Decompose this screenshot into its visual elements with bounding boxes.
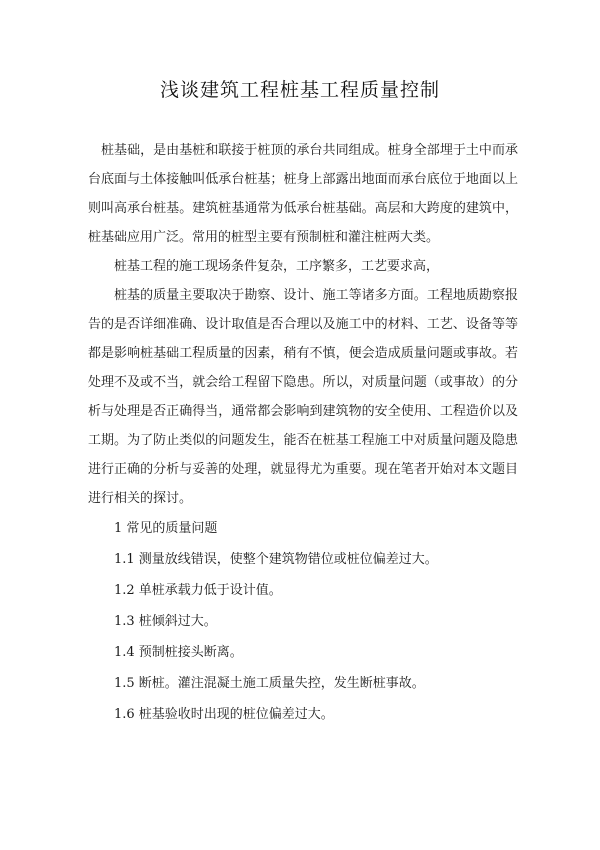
list-item: 1.6 桩基验收时出现的桩位偏差过大。	[114, 707, 334, 722]
paragraph-quality-factors: 桩基的质量主要取决于勘察、设计、施工等诸多方面。工程地质勘察报告的是否详细准确、设计取值是否合理以及施工中的材料、工艺、设备等等都是影响桩基础工程质量的因素，稍有不慎，便会造成质量问题或事故。若处理不及或不当，就会给工程留下隐患。所以，对质量问题（或事故）的分析与处理是否正确得当，通常都会影响到建筑物的安全使用、工程造价以及工期。为了防止类似的问题发生，能否在桩基工程施工中对质量问题及隐患进行正确的分析与妥善的处理，就显得尤为重要。现在笔者开始对本文题目进行相关的探讨。	[88, 288, 518, 506]
paragraph-construction-conditions: 桩基工程的施工现场条件复杂，工序繁多，工艺要求高，	[114, 259, 440, 274]
document-title: 浅谈建筑工程桩基工程质量控制	[159, 79, 440, 101]
list-item: 1.2 单桩承载力低于设计值。	[114, 583, 282, 598]
list-item: 1.4 预制桩接头断离。	[114, 645, 243, 660]
list-item: 1.1 测量放线错误，使整个建筑物错位或桩位偏差过大。	[114, 552, 438, 567]
section-heading: 1 常见的质量问题	[114, 521, 218, 536]
paragraph-pile-foundation-definition: 桩基础，是由基桩和联接于桩顶的承台共同组成。桩身全部埋于土中而承台底面与土体接触叫低承台桩基；桩身上部露出地面而承台底位于地面以上则叫高承台桩基。建筑桩基通常为低承台桩基础。高层和大跨度的建筑中，桩基础应用广泛。常用的桩型主要有预制桩和灌注桩两大类。	[88, 143, 518, 245]
list-item: 1.5 断桩。灌注混凝土施工质量失控，发生断桩事故。	[114, 676, 425, 691]
list-item: 1.3 桩倾斜过大。	[114, 614, 217, 629]
document-body	[88, 136, 518, 730]
